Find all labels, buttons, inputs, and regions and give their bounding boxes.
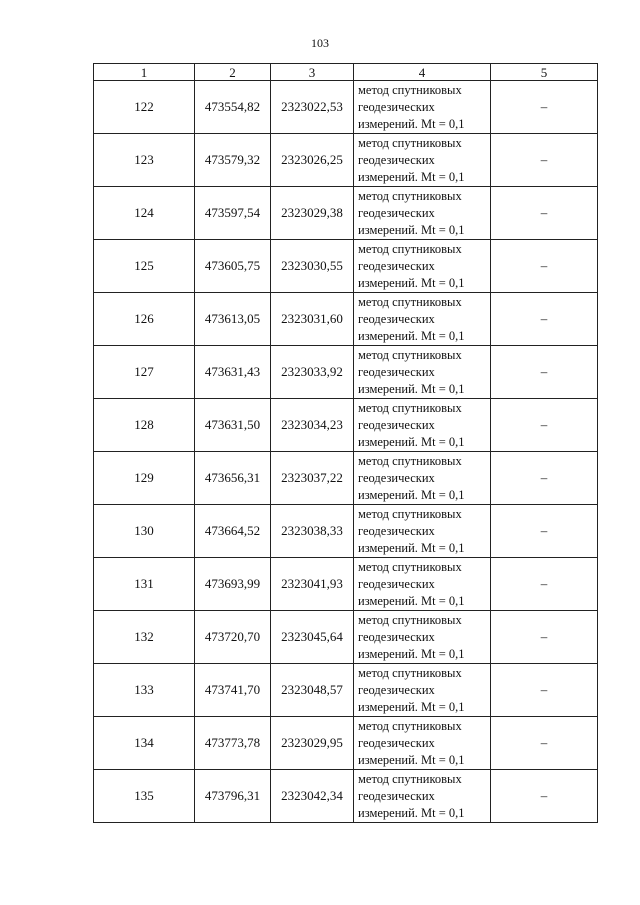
method-text-line: измерений. Mt = 0,1 (358, 487, 465, 502)
method-text-line: измерений. Mt = 0,1 (358, 434, 465, 449)
coordinate-y-cell: 2323022,53 (271, 81, 354, 134)
method-cell (354, 770, 491, 823)
column-header-5: 5 (491, 64, 598, 81)
method-text-line: метод спутниковых (358, 188, 462, 203)
table-row (94, 505, 598, 558)
method-text-line: измерений. Mt = 0,1 (358, 116, 465, 131)
column-5-cell: – (491, 134, 598, 187)
method-cell (354, 399, 491, 452)
method-text-line: метод спутниковых (358, 506, 462, 521)
point-number-cell: 126 (94, 293, 195, 346)
column-5-cell: – (491, 558, 598, 611)
method-text-line: измерений. Mt = 0,1 (358, 593, 465, 608)
column-5-cell: – (491, 346, 598, 399)
coordinate-y-cell: 2323034,23 (271, 399, 354, 452)
column-header-1: 1 (94, 64, 195, 81)
coordinate-y-cell: 2323033,92 (271, 346, 354, 399)
method-text-line: измерений. Mt = 0,1 (358, 222, 465, 237)
method-text-line: измерений. Mt = 0,1 (358, 805, 465, 820)
method-cell (354, 611, 491, 664)
method-text-line: измерений. Mt = 0,1 (358, 381, 465, 396)
point-number-cell: 134 (94, 717, 195, 770)
coordinate-y-cell: 2323038,33 (271, 505, 354, 558)
coordinate-x-cell: 473693,99 (195, 558, 271, 611)
point-number-cell: 127 (94, 346, 195, 399)
table-row (94, 399, 598, 452)
point-number-cell: 129 (94, 452, 195, 505)
method-cell (354, 293, 491, 346)
method-text-line: геодезических (358, 629, 435, 644)
point-number-cell: 135 (94, 770, 195, 823)
column-5-cell: – (491, 399, 598, 452)
table-row (94, 346, 598, 399)
coordinates-table (93, 63, 598, 823)
page-number: 103 (311, 36, 329, 50)
coordinate-y-cell: 2323031,60 (271, 293, 354, 346)
method-text-line: геодезических (358, 205, 435, 220)
method-cell (354, 134, 491, 187)
table-row (94, 717, 598, 770)
coordinate-y-cell: 2323041,93 (271, 558, 354, 611)
coordinate-x-cell: 473631,50 (195, 399, 271, 452)
method-text-line: метод спутниковых (358, 612, 462, 627)
method-text-line: геодезических (358, 735, 435, 750)
coordinate-x-cell: 473796,31 (195, 770, 271, 823)
table-row (94, 81, 598, 134)
coordinate-x-cell: 473579,32 (195, 134, 271, 187)
method-text-line: геодезических (358, 258, 435, 273)
column-5-cell: – (491, 611, 598, 664)
method-cell (354, 505, 491, 558)
point-number-cell: 132 (94, 611, 195, 664)
point-number-cell: 130 (94, 505, 195, 558)
column-5-cell: – (491, 81, 598, 134)
method-text-line: геодезических (358, 576, 435, 591)
coordinate-x-cell: 473773,78 (195, 717, 271, 770)
coordinate-x-cell: 473656,31 (195, 452, 271, 505)
table-row (94, 293, 598, 346)
point-number-cell: 128 (94, 399, 195, 452)
method-text-line: геодезических (358, 523, 435, 538)
method-cell (354, 240, 491, 293)
column-5-cell: – (491, 664, 598, 717)
method-text-line: метод спутниковых (358, 135, 462, 150)
column-header-2: 2 (195, 64, 271, 81)
method-text-line: метод спутниковых (358, 294, 462, 309)
method-text-line: измерений. Mt = 0,1 (358, 328, 465, 343)
column-5-cell: – (491, 240, 598, 293)
method-cell (354, 558, 491, 611)
column-5-cell: – (491, 770, 598, 823)
coordinate-y-cell: 2323029,38 (271, 187, 354, 240)
method-text-line: геодезических (358, 364, 435, 379)
method-text-line: метод спутниковых (358, 453, 462, 468)
table-row (94, 770, 598, 823)
coordinate-x-cell: 473741,70 (195, 664, 271, 717)
coordinate-y-cell: 2323042,34 (271, 770, 354, 823)
method-text-line: измерений. Mt = 0,1 (358, 699, 465, 714)
method-text-line: измерений. Mt = 0,1 (358, 169, 465, 184)
coordinate-x-cell: 473597,54 (195, 187, 271, 240)
table-row (94, 452, 598, 505)
column-5-cell: – (491, 717, 598, 770)
method-text-line: геодезических (358, 311, 435, 326)
coordinate-y-cell: 2323029,95 (271, 717, 354, 770)
coordinate-y-cell: 2323026,25 (271, 134, 354, 187)
method-text-line: метод спутниковых (358, 718, 462, 733)
coordinate-x-cell: 473613,05 (195, 293, 271, 346)
method-text-line: метод спутниковых (358, 559, 462, 574)
method-text-line: метод спутниковых (358, 400, 462, 415)
coordinate-y-cell: 2323048,57 (271, 664, 354, 717)
column-5-cell: – (491, 505, 598, 558)
table-body (94, 81, 598, 823)
table-header-row (94, 64, 598, 81)
table-row (94, 187, 598, 240)
table-row (94, 240, 598, 293)
method-text-line: геодезических (358, 682, 435, 697)
point-number-cell: 124 (94, 187, 195, 240)
column-header-3: 3 (271, 64, 354, 81)
method-cell (354, 717, 491, 770)
coordinate-y-cell: 2323037,22 (271, 452, 354, 505)
point-number-cell: 125 (94, 240, 195, 293)
coordinate-x-cell: 473631,43 (195, 346, 271, 399)
coordinate-x-cell: 473664,52 (195, 505, 271, 558)
column-header-4: 4 (354, 64, 491, 81)
point-number-cell: 133 (94, 664, 195, 717)
coordinate-x-cell: 473554,82 (195, 81, 271, 134)
method-text-line: метод спутниковых (358, 771, 462, 786)
table-row (94, 558, 598, 611)
coordinate-x-cell: 473720,70 (195, 611, 271, 664)
table-row (94, 134, 598, 187)
coordinate-y-cell: 2323030,55 (271, 240, 354, 293)
table-row (94, 611, 598, 664)
method-text-line: метод спутниковых (358, 82, 462, 97)
method-text-line: измерений. Mt = 0,1 (358, 752, 465, 767)
method-cell (354, 346, 491, 399)
method-text-line: геодезических (358, 417, 435, 432)
method-cell (354, 452, 491, 505)
method-text-line: геодезических (358, 152, 435, 167)
point-number-cell: 131 (94, 558, 195, 611)
method-text-line: метод спутниковых (358, 347, 462, 362)
point-number-cell: 123 (94, 134, 195, 187)
column-5-cell: – (491, 187, 598, 240)
method-text-line: метод спутниковых (358, 241, 462, 256)
point-number-cell: 122 (94, 81, 195, 134)
method-text-line: измерений. Mt = 0,1 (358, 540, 465, 555)
method-text-line: метод спутниковых (358, 665, 462, 680)
coordinate-x-cell: 473605,75 (195, 240, 271, 293)
method-text-line: измерений. Mt = 0,1 (358, 646, 465, 661)
method-text-line: геодезических (358, 788, 435, 803)
column-5-cell: – (491, 293, 598, 346)
method-text-line: геодезических (358, 470, 435, 485)
method-cell (354, 187, 491, 240)
method-text-line: измерений. Mt = 0,1 (358, 275, 465, 290)
column-5-cell: – (491, 452, 598, 505)
table-row (94, 664, 598, 717)
method-text-line: геодезических (358, 99, 435, 114)
coordinate-y-cell: 2323045,64 (271, 611, 354, 664)
method-cell (354, 81, 491, 134)
method-cell (354, 664, 491, 717)
